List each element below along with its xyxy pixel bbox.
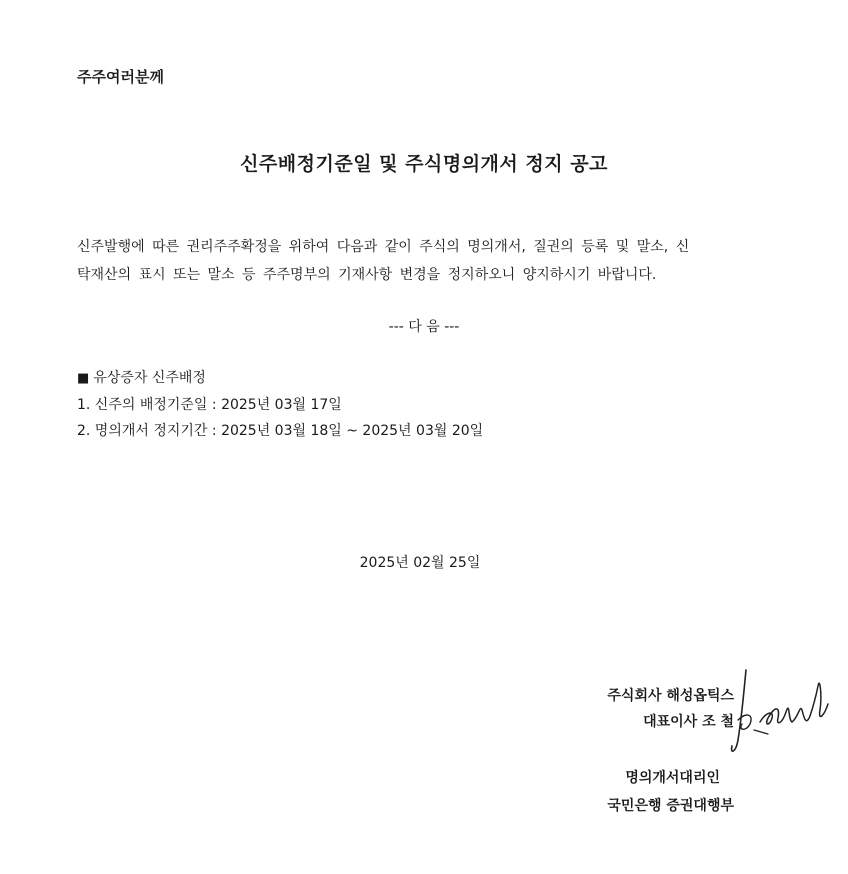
transfer-agent-block (560, 764, 734, 820)
document-title: 신주배정기준일 및 주식명의개서 정지 공고 (240, 153, 608, 175)
issuer-block (560, 683, 734, 735)
square-bullet-icon: ■ (77, 371, 90, 386)
handwritten-signature-icon (728, 660, 838, 760)
body-line-1: 신주발행에 따른 권리주주확정을 위하여 다음과 같이 주식의 명의개서, 질권의 등록 및 말소, 신 (77, 239, 690, 255)
transfer-agent-role: 명의개서대리인 (625, 770, 720, 786)
body-paragraph (77, 233, 777, 289)
transfer-agent-name: 국민은행 증권대행부 (607, 798, 734, 814)
suspension-period-item: 2. 명의개서 정지기간 : 2025년 03월 18일 ~ 2025년 03월 20일 (77, 423, 484, 439)
representative-name: 대표이사 조 철 (643, 714, 734, 730)
record-date-item: 1. 신주의 배정기준일 : 2025년 03월 17일 (77, 397, 342, 413)
rights-offering-section (77, 365, 483, 444)
body-line-2: 탁재산의 표시 또는 말소 등 주주명부의 기재사항 변경을 정지하오니 양지하시기 바랍니다. (77, 267, 657, 283)
section-heading (77, 365, 483, 392)
section-heading-text: 유상증자 신주배정 (93, 370, 206, 386)
details-separator: --- 다 음 --- (388, 319, 460, 335)
announcement-date: 2025년 02월 25일 (359, 555, 481, 571)
salutation: 주주여러분께 (77, 68, 164, 86)
company-name: 주식회사 해성옵틱스 (607, 688, 734, 704)
